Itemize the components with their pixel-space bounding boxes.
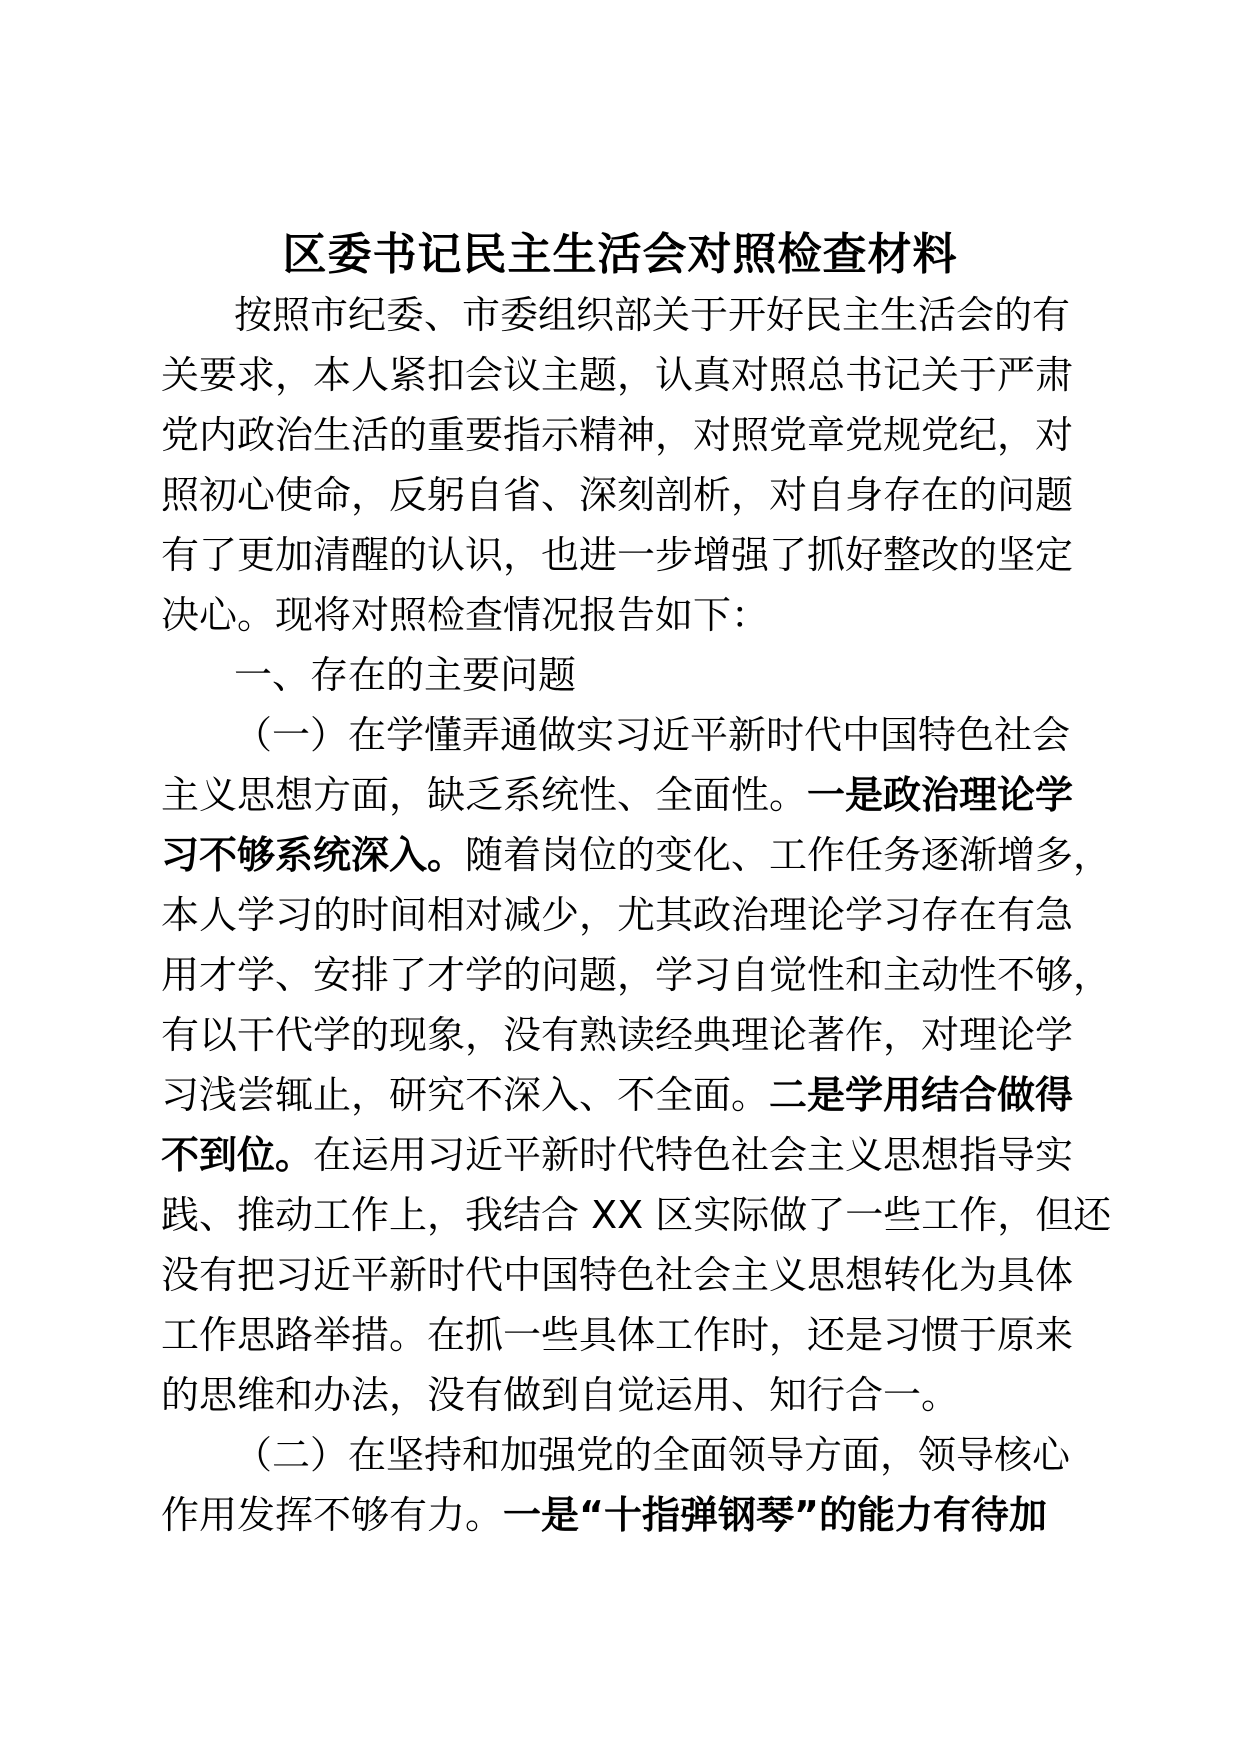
text-segment: 决心。现将对照检查情况报告如下： <box>161 593 770 637</box>
text-line <box>161 1065 1083 1125</box>
bold-text-segment: 一是“十指弹钢琴”的能力有待加 <box>503 1493 1047 1537</box>
text-line <box>161 345 1083 405</box>
text-line <box>161 705 1083 765</box>
text-line <box>161 285 1083 345</box>
document-title: 区委书记民主生活会对照检查材料 <box>282 229 958 280</box>
text-segment: 在运用习近平新时代特色社会主义思想指导实 <box>313 1133 1074 1177</box>
text-segment: （一）在学懂弄通做实习近平新时代中国特色社会 <box>234 713 1071 757</box>
text-line <box>161 1185 1112 1245</box>
bold-text-segment: 习不够系统深入。 <box>161 833 466 877</box>
text-segment: 有以干代学的现象，没有熟读经典理论著作，对理论学 <box>161 1013 1074 1057</box>
text-segment: 按照市纪委、市委组织部关于开好民主生活会的有 <box>234 293 1071 337</box>
text-segment: （二）在坚持和加强党的全面领导方面，领导核心 <box>234 1433 1071 1477</box>
document-body <box>161 285 1112 1545</box>
text-line <box>161 765 1083 825</box>
text-segment: 习浅尝辄止，研究不深入、不全面。 <box>161 1073 770 1117</box>
text-segment: 主义思想方面，缺乏系统性、全面性。 <box>161 773 808 817</box>
text-line <box>161 1005 1083 1065</box>
text-segment: 用才学、安排了才学的问题，学习自觉性和主动性不够， <box>161 953 1112 997</box>
text-line <box>161 945 1112 1005</box>
text-segment: 践、推动工作上，我结合 XX 区实际做了一些工作，但还 <box>161 1193 1112 1237</box>
bold-text-segment: 一是政治理论学 <box>807 773 1074 817</box>
text-segment: 一、存在的主要问题 <box>234 653 577 697</box>
text-line <box>161 885 1083 945</box>
bold-text-segment: 不到位。 <box>161 1133 314 1177</box>
text-line <box>161 825 1112 885</box>
text-segment: 有了更加清醒的认识，也进一步增强了抓好整改的坚定 <box>161 533 1074 577</box>
text-line <box>161 405 1083 465</box>
text-line <box>161 465 1083 525</box>
text-segment: 关要求，本人紧扣会议主题，认真对照总书记关于严肃 <box>161 353 1074 397</box>
text-segment: 的思维和办法，没有做到自觉运用、知行合一。 <box>161 1373 960 1417</box>
text-line <box>161 585 1083 645</box>
text-line <box>161 525 1083 585</box>
text-line <box>161 1365 1083 1425</box>
text-segment: 党内政治生活的重要指示精神，对照党章党规党纪，对 <box>161 413 1074 457</box>
text-line <box>161 645 1083 705</box>
text-segment: 随着岗位的变化、工作任务逐渐增多， <box>465 833 1112 877</box>
text-line <box>161 1305 1083 1365</box>
text-line <box>161 1245 1083 1305</box>
text-segment: 照初心使命，反躬自省、深刻剖析，对自身存在的问题 <box>161 473 1074 517</box>
text-line <box>161 1125 1083 1185</box>
text-segment: 作用发挥不够有力。 <box>161 1493 504 1537</box>
text-segment: 本人学习的时间相对减少，尤其政治理论学习存在有急 <box>161 893 1074 937</box>
text-line <box>161 1425 1083 1485</box>
text-segment: 没有把习近平新时代中国特色社会主义思想转化为具体 <box>161 1253 1074 1297</box>
text-line <box>161 1485 1083 1545</box>
text-segment: 工作思路举措。在抓一些具体工作时，还是习惯于原来 <box>161 1313 1074 1357</box>
bold-text-segment: 二是学用结合做得 <box>769 1073 1074 1117</box>
